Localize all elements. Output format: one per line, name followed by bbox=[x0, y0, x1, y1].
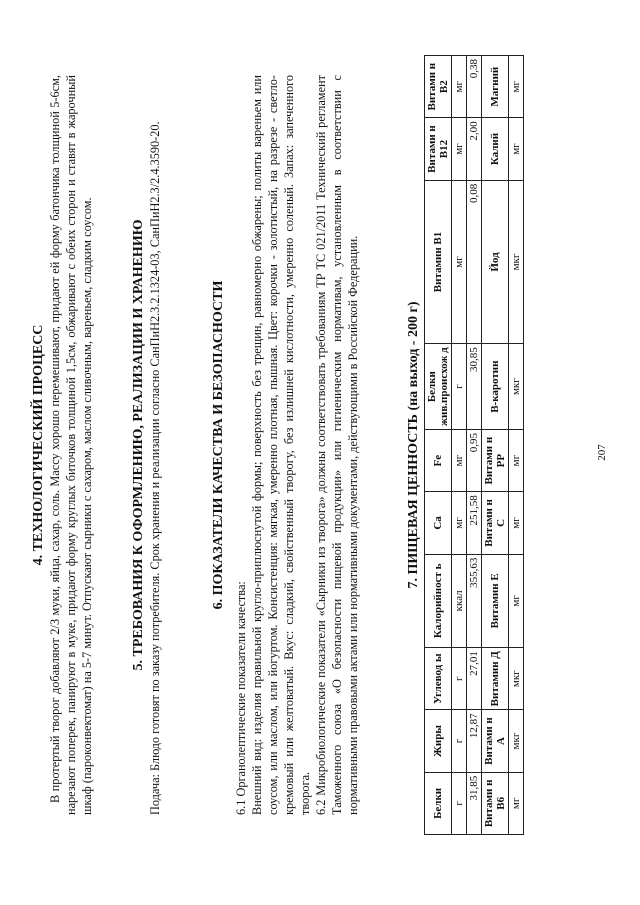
section-6-p1: 6.1 Органолептические показатели качества: bbox=[234, 581, 248, 815]
table-unit-cell: ккал bbox=[452, 554, 467, 647]
table-value-cell: 27,01 bbox=[467, 648, 482, 710]
table-unit-cell: мг bbox=[452, 492, 467, 554]
section-6-title: 6. ПОКАЗАТЕЛИ КАЧЕСТВА И БЕЗОПАСНОСТИ bbox=[211, 280, 226, 610]
section-7-title: 7. ПИЩЕВАЯ ЦЕННОСТЬ (на выход - 200 г) bbox=[406, 301, 421, 589]
table-unit-cell: мг bbox=[452, 180, 467, 344]
table-unit-cell: мкг bbox=[509, 180, 524, 344]
table-unit-cell: мг bbox=[509, 429, 524, 491]
table-value-cell: 355,63 bbox=[467, 554, 482, 647]
table-header-cell: Йод bbox=[482, 180, 509, 344]
table-header-cell: Магний bbox=[482, 56, 509, 118]
table-unit-cell: мг bbox=[509, 772, 524, 834]
nutrition-table bbox=[424, 55, 524, 835]
table-header-cell: Витами н РР bbox=[482, 429, 509, 491]
table-unit-cell: мг bbox=[452, 56, 467, 118]
table-value-cell: 12,87 bbox=[467, 710, 482, 772]
table-header-cell: Витамин Д bbox=[482, 648, 509, 710]
table-unit-cell: мг bbox=[509, 56, 524, 118]
table-value-cell: 0,08 bbox=[467, 180, 482, 344]
table-unit-cell: г bbox=[452, 710, 467, 772]
table-unit-cell: г bbox=[452, 648, 467, 710]
section-5-text: Подача: Блюдо готовят по заказу потребителя. Срок хранения и реализации согласно СанПиН2.3.2.1324-03, СанПиН2.3/2.4.3590-20. bbox=[148, 121, 162, 815]
table-header-cell: Витами н В6 bbox=[482, 772, 509, 834]
table-unit-cell: мг bbox=[509, 492, 524, 554]
table-value-cell: 251,58 bbox=[467, 492, 482, 554]
table-unit-cell: г bbox=[452, 772, 467, 834]
table-header-cell: Витами н В12 bbox=[425, 118, 452, 180]
page-number: 207 bbox=[596, 444, 608, 461]
table-unit-cell: мкг bbox=[509, 648, 524, 710]
table-header-cell: Белки bbox=[425, 772, 452, 834]
table-header-cell: Калий bbox=[482, 118, 509, 180]
table-header-cell: Жиры bbox=[425, 710, 452, 772]
table-value-cell: 30,85 bbox=[467, 344, 482, 430]
section-nutrition bbox=[405, 75, 422, 815]
table-header-cell: Fe bbox=[425, 429, 452, 491]
table-unit-cell: мг bbox=[452, 429, 467, 491]
table-unit-cell: мг bbox=[452, 118, 467, 180]
table-unit-cell: мг bbox=[509, 118, 524, 180]
section-6-p2: Внешний вид: изделия правильной кругло-приплюснутой формы; поверхность без трещин, равномерно обжарены; политы вареньем или соусом, или маслом, или йогуртом. Консистенция: мягкая, умеренно плотная, пышная. Цвет: корочки - золотистый, на разрезе - светло-кремовый или желтоватый. Вкус: сладкий, свойственный творогу, без излишней кислотности, умеренно соленый. Запах: запеченного творога. bbox=[250, 75, 312, 815]
table-row bbox=[452, 56, 467, 835]
section-requirements bbox=[130, 75, 163, 815]
table-header-cell: Витамин Е bbox=[482, 554, 509, 647]
table-header-cell: Витамин В1 bbox=[425, 180, 452, 344]
table-header-cell: В-каротин bbox=[482, 344, 509, 430]
table-header-cell: Калорийност ь bbox=[425, 554, 452, 647]
table-row bbox=[425, 56, 452, 835]
section-5-title: 5. ТРЕБОВАНИЯ К ОФОРМЛЕНИЮ, РЕАЛИЗАЦИИ И ХРАНЕНИЮ bbox=[131, 219, 146, 671]
table-unit-cell: г bbox=[452, 344, 467, 430]
section-6-p3: 6.2 Микробиологические показатели «Сырники из творога» должны соответствовать требованиям ТР ТС 021/2011 Технический регламент Таможенного союза «О безопасности пищевой продукции» или гигиеническим нормативам, установленным в соответствии с нормативными правовыми актами или нормативными документами, действующими в Российской Федерации. bbox=[314, 75, 360, 815]
table-unit-cell: мг bbox=[509, 554, 524, 647]
table-row bbox=[482, 56, 509, 835]
table-header-cell: Ca bbox=[425, 492, 452, 554]
table-value-cell: 2,00 bbox=[467, 118, 482, 180]
table-row bbox=[467, 56, 482, 835]
table-header-cell: Витами н В2 bbox=[425, 56, 452, 118]
section-4-title: 4. ТЕХНОЛОГИЧЕСКИЙ ПРОЦЕСС bbox=[31, 324, 46, 566]
table-row bbox=[509, 56, 524, 835]
table-unit-cell: мкг bbox=[509, 344, 524, 430]
table-value-cell: 0,95 bbox=[467, 429, 482, 491]
table-header-cell: Углевод ы bbox=[425, 648, 452, 710]
table-header-cell: Витами н А bbox=[482, 710, 509, 772]
table-value-cell: 0,38 bbox=[467, 56, 482, 118]
section-quality-indicators bbox=[210, 75, 361, 815]
table-header-cell: Витами н С bbox=[482, 492, 509, 554]
section-technological-process bbox=[30, 75, 95, 815]
table-value-cell: 31,85 bbox=[467, 772, 482, 834]
section-4-text: В протертый творог добавляют 2/3 муки, яйца, сахар, соль. Массу хорошо перемешивают, придают ей форму батончика толщиной 5-6см, нарезают поперек, панируют в муке, придают форму круглых биточков толщиной 1,5см, обжаривают с обеих сторон и ставят в жарочный шкаф (пароконвектомат) на 5-7 минут. Отпускают сырники с сахаром, маслом сливочным, вареньем, сладким соусом. bbox=[48, 75, 94, 815]
table-unit-cell: мкг bbox=[509, 710, 524, 772]
table-header-cell: Белки жив.происхож д bbox=[425, 344, 452, 430]
